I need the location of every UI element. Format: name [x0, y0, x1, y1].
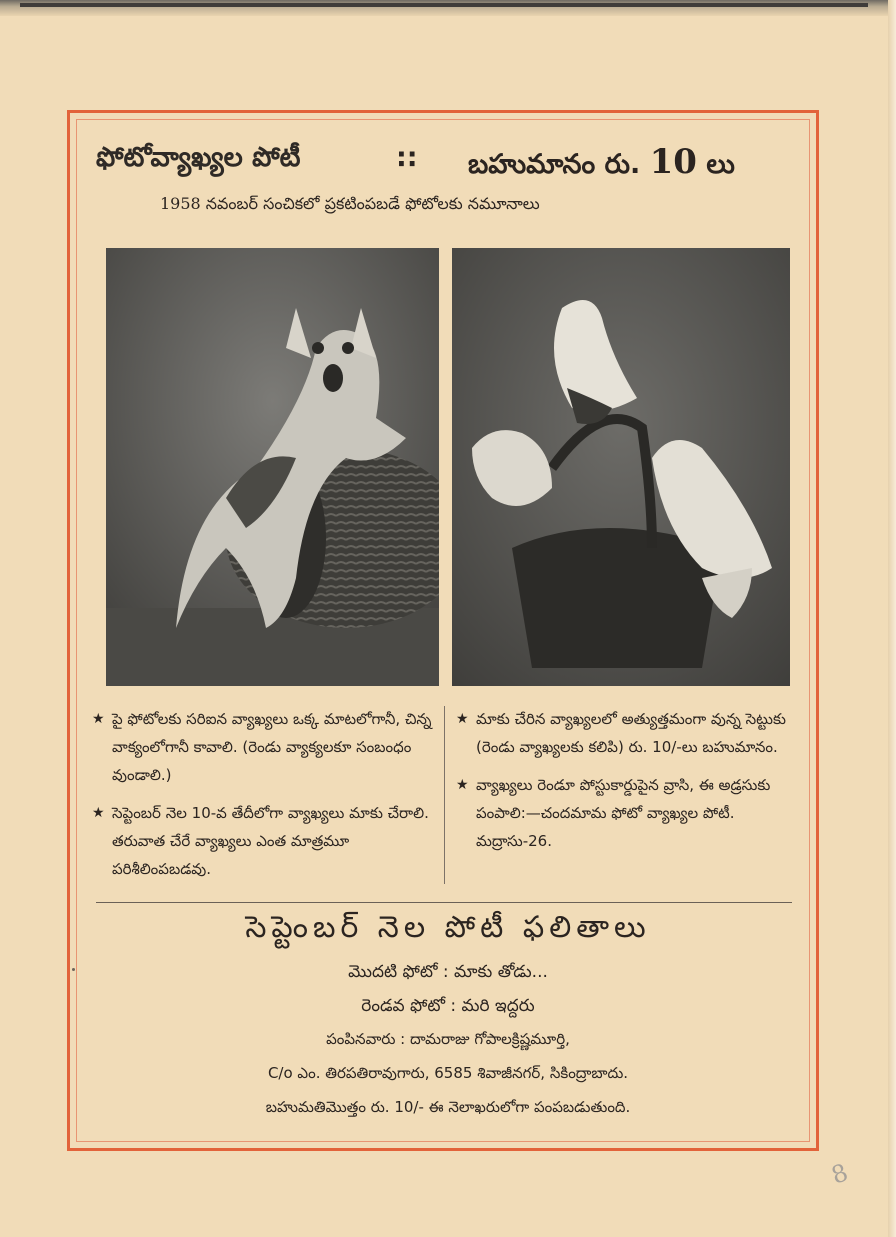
- prize-suffix: లు: [706, 149, 735, 180]
- winner-address: C/o ఎం. తిరపతిరావుగారు, 6585 శివాజీనగర్, సికింద్రాబాదు.: [267, 1064, 629, 1082]
- contest-name: ఫోటోవ్యాఖ్యల పోటీ: [96, 142, 301, 173]
- dog-on-basket-photo: [106, 248, 439, 686]
- results-divider: [96, 902, 792, 903]
- rules-right-column: [456, 705, 796, 865]
- star-bullet-icon: ★: [92, 805, 105, 821]
- rule-text: మాకు చేరిన వ్యాఖ్యలలో అత్యుత్తమంగా వున్న సెట్టుకు (రెండు వ్యాఖ్యలకు కలిపి) రు. 10/-లు బహుమానం.: [476, 710, 786, 756]
- dog-photo-image: [106, 248, 439, 686]
- star-bullet-icon: ★: [456, 777, 469, 793]
- prize-heading: [468, 142, 735, 187]
- rule-item: [456, 705, 796, 761]
- rule-text: పై ఫోటోలకు సరిఐన వ్యాఖ్యలు ఒక్క మాటలోగానీ, చిన్న వాక్యంలోగానీ కావాలి. (రెండు వ్యాక్యలకూ సంబంధం వుండాలి.): [112, 710, 432, 784]
- results-title: సెప్టెంబర్ నెల పోటీ ఫలితాలు: [245, 910, 651, 945]
- second-photo-result: రెండవ ఫోటో : మరి ఇద్దరు: [361, 996, 535, 1016]
- first-photo-result: మొదటి ఫోటో : మాకు తోడు...: [348, 962, 548, 982]
- prize-amount: 10: [649, 142, 697, 182]
- handwritten-mark: 8: [827, 1158, 852, 1190]
- star-bullet-icon: ★: [92, 711, 105, 727]
- subtitle: 1958 నవంబర్ సంచికలో ప్రకటింపబడే ఫోటోలకు నమూనాలు: [160, 194, 540, 213]
- ink-speck: [72, 968, 75, 971]
- column-divider: [444, 706, 445, 884]
- rule-text: వ్యాఖ్యలు రెండూ పోస్టుకార్డుపైన వ్రాసి, ఈ అడ్రసుకు పంపాలి:—చందమామ ఫోటో వ్యాఖ్యల పోటీ. మద్రాసు-26.: [476, 776, 771, 850]
- pigeons-on-basket-photo: [452, 248, 790, 686]
- pigeons-photo-image: [452, 248, 790, 686]
- prize-label: బహుమానం రు.: [468, 149, 641, 180]
- contest-title: [96, 132, 796, 186]
- rule-item: [92, 705, 432, 789]
- prize-note: బహుమతిమొత్తం రు. 10/- ఈ నెలాఖరులోగా పంపబడుతుంది.: [265, 1098, 631, 1116]
- title-separator: ::: [396, 142, 418, 173]
- winner-name: పంపినవారు : దామరాజు గోపాలక్రిష్ణమూర్తి,: [326, 1030, 570, 1048]
- page-top-edge: [20, 3, 868, 7]
- rule-text: సెప్టెంబర్ నెల 10-వ తేదీలోగా వ్యాఖ్యలు మాకు చేరాలి. తరువాత చేరే వ్యాఖ్యలు ఎంత మాత్రమూ పరిశీలింపబడవు.: [112, 804, 429, 878]
- rule-item: [456, 771, 796, 855]
- rule-item: [92, 799, 432, 883]
- star-bullet-icon: ★: [456, 711, 469, 727]
- rules-left-column: [92, 705, 432, 893]
